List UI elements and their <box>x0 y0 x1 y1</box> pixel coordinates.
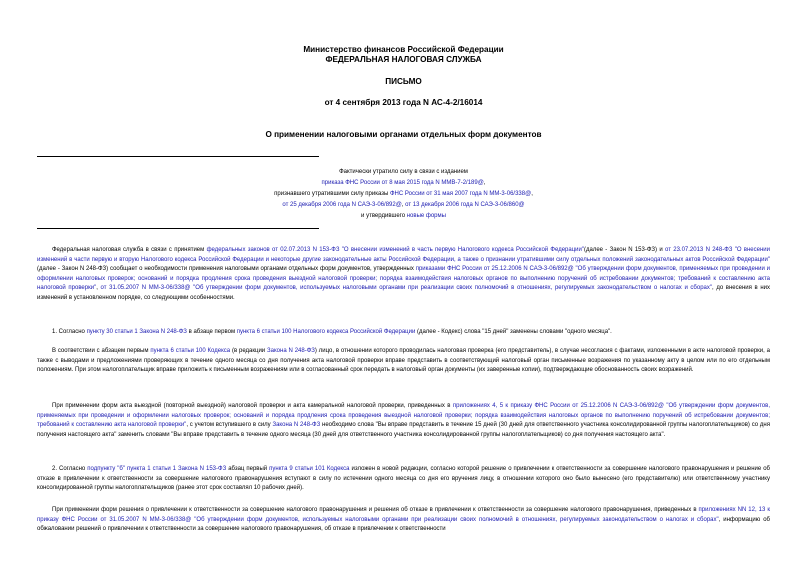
paragraph-text: При применении форм решения о привлечении к ответственности за совершение налогового правонарушения и решения об отказе в привлечении к ответственности за совершение налогового правонарушения, приведенных в <box>52 507 699 513</box>
legal-reference-link[interactable]: пункта 6 статьи 100 Кодекса <box>150 348 231 354</box>
legal-reference-link[interactable]: приложениях NN 12, 13 к приказу ФНС России от 31.05.2007 N ММ-3-06/338@ "Об утверждении форм документов, используемых налоговыми органами при реализации своих полномочий в отношениях, регулируемых законодательством о налогах и сборах" <box>37 507 771 523</box>
legal-reference-link[interactable]: Закона N 248-ФЗ <box>267 348 315 354</box>
legal-reference-link[interactable]: приказами ФНС России от 25.12.2006 N САЭ-3-06/892@ "Об утверждении форм документов, применяемых при проведении и оформлении налоговых проверок; оснований и порядка продления срока проведения выездной налоговой проверки; порядка взаимодействия налоговых органов по выполнению поручений об истребовании документов; требований к составлению акта налоговой проверки" <box>37 266 770 292</box>
paragraph-3 <box>37 347 770 376</box>
status-note-line3: признавшего утратившими силу приказы ФНС России от 31 мая 2007 года N ММ-3-06/338@, <box>274 191 533 197</box>
paragraph-text: (далее - Кодекс) слова "15 дней" заменены словами "одного месяца". <box>415 329 612 335</box>
paragraph-1 <box>37 246 770 304</box>
paragraph-text: в абзаце первом <box>186 329 237 335</box>
paragraph-text: , до внесения в них изменений в установленном порядке, со следующими особенностями. <box>37 285 770 301</box>
paragraph-text: необходимо слова "Вы вправе представить в течение 15 дней (30 дней для ответственного участника консолидированной группы налогоплательщиков) со дня получения настоящего акта" заменить словами "Вы вправе представить в течение одного месяца (30 дней для ответственного участника консолидированной группы налогоплательщиков) со дня получения настоящего акта". <box>37 422 770 438</box>
legal-reference-link[interactable]: подпункту "б" пункта 1 статьи 1 Закона N 153-ФЗ <box>87 466 227 472</box>
paragraph-text: Федеральная налоговая служба в связи с принятием <box>52 247 207 253</box>
service-heading: ФЕДЕРАЛЬНАЯ НАЛОГОВАЯ СЛУЖБА <box>325 55 482 64</box>
document-type: ПИСЬМО <box>385 77 422 86</box>
paragraph-text: (далее - Закон N 153-ФЗ) и <box>583 247 665 253</box>
paragraph-5 <box>37 465 770 494</box>
paragraph-text: , с учетом вступившего в силу <box>186 422 273 429</box>
paragraph-4 <box>37 402 770 440</box>
paragraph-text: , <box>96 285 101 292</box>
legal-reference-link[interactable]: пункта 9 статьи 101 Кодекса <box>269 466 350 472</box>
order-892-link[interactable]: от 25 декабря 2006 года N САЭ-3-06/892@ <box>282 202 402 208</box>
legal-reference-link[interactable]: пункта 6 статьи 100 Налогового кодекса Российской Федерации <box>236 329 416 335</box>
paragraph-6 <box>37 506 770 535</box>
status-note-line5: и утвердившего новые формы <box>361 213 446 219</box>
paragraph-text: При применении форм акта выездной (повторной выездной) налоговой проверки и акта камеральной налоговой проверки, приведенных в <box>52 403 453 409</box>
divider-top <box>37 156 319 157</box>
legal-reference-link[interactable]: от 31.05.2007 N ММ-3-06/338@ "Об утверждении форм документов, используемых налоговыми органами при реализации своих полномочий в отношениях, регулируемых законодательством о налогах и сборах" <box>100 285 713 292</box>
ministry-heading: Министерство финансов Российской Федерации <box>303 45 504 54</box>
order-860-link[interactable]: от 13 декабря 2006 года N САЭ-3-06/860@ <box>405 202 525 208</box>
legal-reference-link[interactable]: федеральных законов от 02.07.2013 N 153-ФЗ "О внесении изменений в часть первую Налогового кодекса Российской Федерации" <box>206 247 584 253</box>
paragraph-text: , информацию об обжаловании решений о привлечении к ответственности за совершение налогового правонарушения, об отказе в привлечении к ответственности <box>37 516 770 533</box>
document-title: О применении налоговыми органами отдельных форм документов <box>265 130 542 139</box>
paragraph-text: (далее - Закон N 248-ФЗ) сообщает о необходимости применения налоговыми органами отдельных форм документов, утвержденных <box>37 266 416 273</box>
new-forms-link[interactable]: новые формы <box>406 213 446 219</box>
paragraph-text: ) лицо, в отношении которого проводилась налоговая проверка (его представитель), в случае несогласия с фактами, изложенными в акте налоговой проверки, а также с выводами и предложениями проверяющих в течение одного месяца со дня получения акта налоговой проверки вправе представить в соответствующий налоговый орган письменные возражения по указанному акту в целом или по его отдельным положениям. При этом налогоплательщик вправе приложить к письменным возражениям или в согласованный срок передать в налоговый орган документы (их заверенные копии), подтверждающие обоснованность своих возражений. <box>37 348 770 374</box>
document-date-number: от 4 сентября 2013 года N АС-4-2/16014 <box>324 98 483 107</box>
legal-reference-link[interactable]: Закона N 248-ФЗ <box>272 422 321 429</box>
divider-bottom <box>37 228 319 229</box>
paragraph-text: изложен в новой редакции, согласно которой решение о привлечении к ответственности за совершение налогового правонарушения и решение об отказе в привлечении к ответственности за совершение налогового правонарушения вступают в силу по истечении одного месяца со дня его вручения лицу, в отношении которого оно было вынесено (его представителю) или ответственному участнику консолидированной группы налогоплательщиков (ранее этот срок составлял 10 рабочих дней). <box>37 466 770 492</box>
legal-reference-link[interactable]: от 23.07.2013 N 248-ФЗ "О внесении изменений в части первую и вторую Налогового кодекса Российской Федерации и некоторые другие законодательные акты Российской Федерации, а также о признании утратившими силу отдельных положений законодательных актов Российской Федерации" <box>37 247 770 263</box>
legal-reference-link[interactable]: приложениях 4, 5 к приказу ФНС России от 25.12.2006 N САЭ-3-06/892@ "Об утверждении форм документов, применяемых при проведении и оформлении налоговых проверок; оснований и порядка продления срока проведения выездной налоговой проверки; порядка взаимодействия налоговых органов по выполнению поручений об истребовании документов; требований к составлению акта налоговой проверки" <box>37 403 770 429</box>
legal-reference-link[interactable]: пункту 30 статьи 1 Закона N 248-ФЗ <box>86 329 187 335</box>
status-note-line1: Фактически утратило силу в связи с изданием <box>339 169 468 175</box>
status-note-line2: приказа ФНС России от 8 мая 2015 года N ММВ-7-2/189@, <box>321 180 486 186</box>
paragraph-text: В соответствии с абзацем первым <box>52 348 151 354</box>
status-note-line4: от 25 декабря 2006 года N САЭ-3-06/892@, от 13 декабря 2006 года N САЭ-3-06/860@ <box>282 202 525 208</box>
paragraph-text: абзац первый <box>226 466 270 472</box>
paragraph-text: 2. Согласно <box>52 466 88 472</box>
order-338-link[interactable]: ФНС России от 31 мая 2007 года N ММ-3-06/338@ <box>389 191 532 197</box>
paragraph-text: 1. Согласно <box>52 329 87 335</box>
paragraph-text: (в редакции <box>230 348 268 354</box>
repealing-order-link[interactable]: приказа ФНС России от 8 мая 2015 года N ММВ-7-2/189@ <box>321 180 484 186</box>
paragraph-2 <box>37 328 770 338</box>
